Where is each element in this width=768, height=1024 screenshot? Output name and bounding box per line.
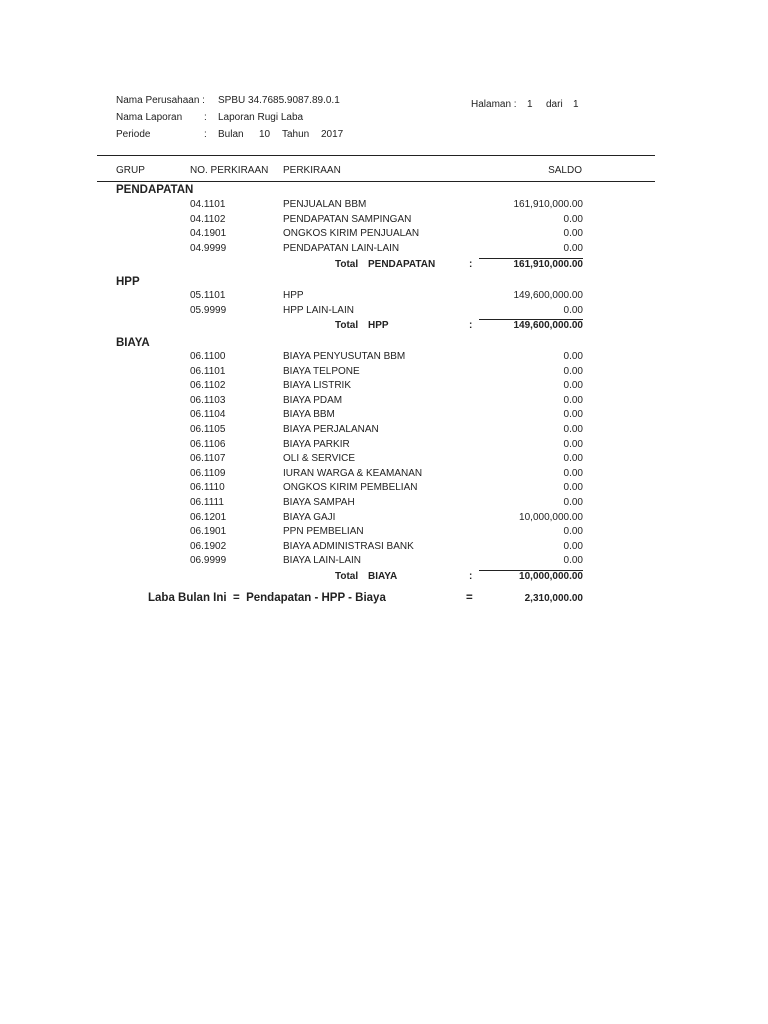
table-row <box>0 512 768 527</box>
account-name: IURAN WARGA & KEAMANAN <box>283 467 423 479</box>
table-row <box>0 541 768 556</box>
table-row <box>0 228 768 243</box>
section-title: PENDAPATAN <box>116 184 194 196</box>
account-code: 06.1103 <box>190 394 226 406</box>
account-name: PENDAPATAN LAIN-LAIN <box>283 242 400 254</box>
table-row <box>0 482 768 497</box>
total-label: Total <box>335 320 359 331</box>
month-value: 10 <box>259 129 271 140</box>
account-amount: 0.00 <box>563 424 583 435</box>
account-name: BIAYA ADMINISTRASI BANK <box>283 540 414 552</box>
table-row <box>0 409 768 424</box>
year-label: Tahun <box>282 129 310 140</box>
report-label: Nama Laporan <box>116 112 183 123</box>
total-separator: : <box>469 259 473 270</box>
total-amount: 10,000,000.00 <box>519 571 583 582</box>
total-name: PENDAPATAN <box>368 259 436 270</box>
column-header-grup: GRUP <box>116 165 145 176</box>
company-label: Nama Perusahaan : <box>116 95 205 106</box>
of-label: dari <box>546 99 563 110</box>
page-label: Halaman : <box>471 99 517 110</box>
account-code: 06.1109 <box>190 467 226 479</box>
total-label: Total <box>335 259 359 270</box>
account-amount: 0.00 <box>563 213 583 225</box>
account-amount: 0.00 <box>563 228 583 240</box>
account-amount: 0.00 <box>563 467 583 479</box>
account-code: 04.1102 <box>190 213 226 225</box>
total-separator: : <box>469 571 473 582</box>
account-name: BIAYA PARKIR <box>283 438 350 450</box>
account-code: 06.1111 <box>190 497 224 508</box>
period-label: Periode <box>116 129 151 140</box>
account-name: HPP <box>283 290 304 301</box>
account-code: 06.1902 <box>190 540 227 552</box>
account-name: PENDAPATAN SAMPINGAN <box>283 213 412 225</box>
company-value: SPBU 34.7685.9087.89.0.1 <box>218 95 340 106</box>
table-row <box>0 305 768 320</box>
header-top-rule <box>97 155 655 156</box>
report-separator: : <box>204 112 207 123</box>
month-label: Bulan <box>218 129 244 140</box>
account-name: BIAYA TELPONE <box>283 365 360 377</box>
account-code: 04.1101 <box>190 199 226 210</box>
account-code: 06.1105 <box>190 424 226 435</box>
table-row <box>0 366 768 381</box>
account-name: ONGKOS KIRIM PENJUALAN <box>283 228 420 240</box>
account-amount: 0.00 <box>563 540 583 552</box>
table-row <box>0 424 768 439</box>
account-name: BIAYA PERJALANAN <box>283 424 379 435</box>
total-amount: 161,910,000.00 <box>513 259 583 270</box>
account-name: BIAYA PENYUSUTAN BBM <box>283 351 406 362</box>
account-amount: 0.00 <box>563 351 583 362</box>
total-amount: 149,600,000.00 <box>513 320 583 331</box>
account-amount: 0.00 <box>563 242 583 254</box>
net-profit-amount: 2,310,000.00 <box>524 593 583 604</box>
account-amount: 10,000,000.00 <box>519 511 583 523</box>
total-separator: : <box>469 320 473 331</box>
column-header-perkiraan: PERKIRAAN <box>283 165 341 176</box>
account-code: 06.1104 <box>190 409 226 421</box>
account-amount: 0.00 <box>563 438 583 450</box>
total-label: Total <box>335 571 359 582</box>
account-name: BIAYA PDAM <box>283 394 343 406</box>
header-bottom-rule <box>97 181 655 182</box>
net-profit-separator: = <box>466 592 473 604</box>
account-amount: 0.00 <box>563 555 583 567</box>
table-row <box>0 380 768 395</box>
table-row <box>0 214 768 229</box>
account-amount: 0.00 <box>563 365 583 377</box>
table-row <box>0 290 768 305</box>
account-name: BIAYA LAIN-LAIN <box>283 555 361 567</box>
account-code: 06.1901 <box>190 526 227 538</box>
account-code: 06.1110 <box>190 482 225 494</box>
table-row <box>0 453 768 468</box>
account-name: BIAYA SAMPAH <box>283 497 355 508</box>
year-value: 2017 <box>321 129 344 140</box>
net-profit-label: Laba Bulan Ini = Pendapatan - HPP - Biaya <box>148 592 386 604</box>
table-row <box>0 199 768 214</box>
total-name: BIAYA <box>368 571 398 582</box>
report-value: Laporan Rugi Laba <box>218 112 304 123</box>
table-row <box>0 243 768 258</box>
section-title: BIAYA <box>116 337 150 349</box>
account-code: 06.1201 <box>190 511 227 523</box>
account-code: 05.9999 <box>190 304 227 316</box>
account-code: 06.1106 <box>190 438 226 450</box>
account-amount: 0.00 <box>563 394 583 406</box>
account-code: 05.1101 <box>190 290 226 301</box>
column-header-no-perkiraan: NO. PERKIRAAN <box>190 165 269 176</box>
account-name: BIAYA LISTRIK <box>283 380 351 392</box>
account-name: OLI & SERVICE <box>283 453 356 465</box>
account-amount: 0.00 <box>563 526 583 538</box>
account-name: ONGKOS KIRIM PEMBELIAN <box>283 482 418 494</box>
table-row <box>0 395 768 410</box>
table-row <box>0 555 768 570</box>
account-amount: 0.00 <box>563 453 583 465</box>
account-amount: 149,600,000.00 <box>513 290 583 301</box>
table-row <box>0 468 768 483</box>
account-name: HPP LAIN-LAIN <box>283 304 354 316</box>
account-code: 06.1107 <box>190 453 226 465</box>
account-code: 04.9999 <box>190 242 227 254</box>
of-value: 1 <box>573 99 579 110</box>
account-amount: 0.00 <box>563 409 583 421</box>
account-code: 06.1102 <box>190 380 226 392</box>
account-code: 06.9999 <box>190 555 227 567</box>
account-amount: 0.00 <box>563 482 583 494</box>
account-code: 06.1101 <box>190 365 226 377</box>
total-name: HPP <box>368 320 389 331</box>
table-row <box>0 497 768 512</box>
table-row <box>0 439 768 454</box>
account-name: PPN PEMBELIAN <box>283 526 364 538</box>
account-amount: 0.00 <box>563 304 583 316</box>
column-header-saldo: SALDO <box>548 165 582 176</box>
account-name: PENJUALAN BBM <box>283 199 367 210</box>
account-name: BIAYA GAJI <box>283 511 336 523</box>
table-row <box>0 351 768 366</box>
section-title: HPP <box>116 276 140 288</box>
account-amount: 161,910,000.00 <box>513 199 583 210</box>
account-amount: 0.00 <box>563 380 583 392</box>
account-amount: 0.00 <box>563 497 583 508</box>
period-separator: : <box>204 129 207 140</box>
account-code: 04.1901 <box>190 228 227 240</box>
page-value: 1 <box>527 99 533 110</box>
table-row <box>0 526 768 541</box>
account-name: BIAYA BBM <box>283 409 335 421</box>
account-code: 06.1100 <box>190 351 226 362</box>
